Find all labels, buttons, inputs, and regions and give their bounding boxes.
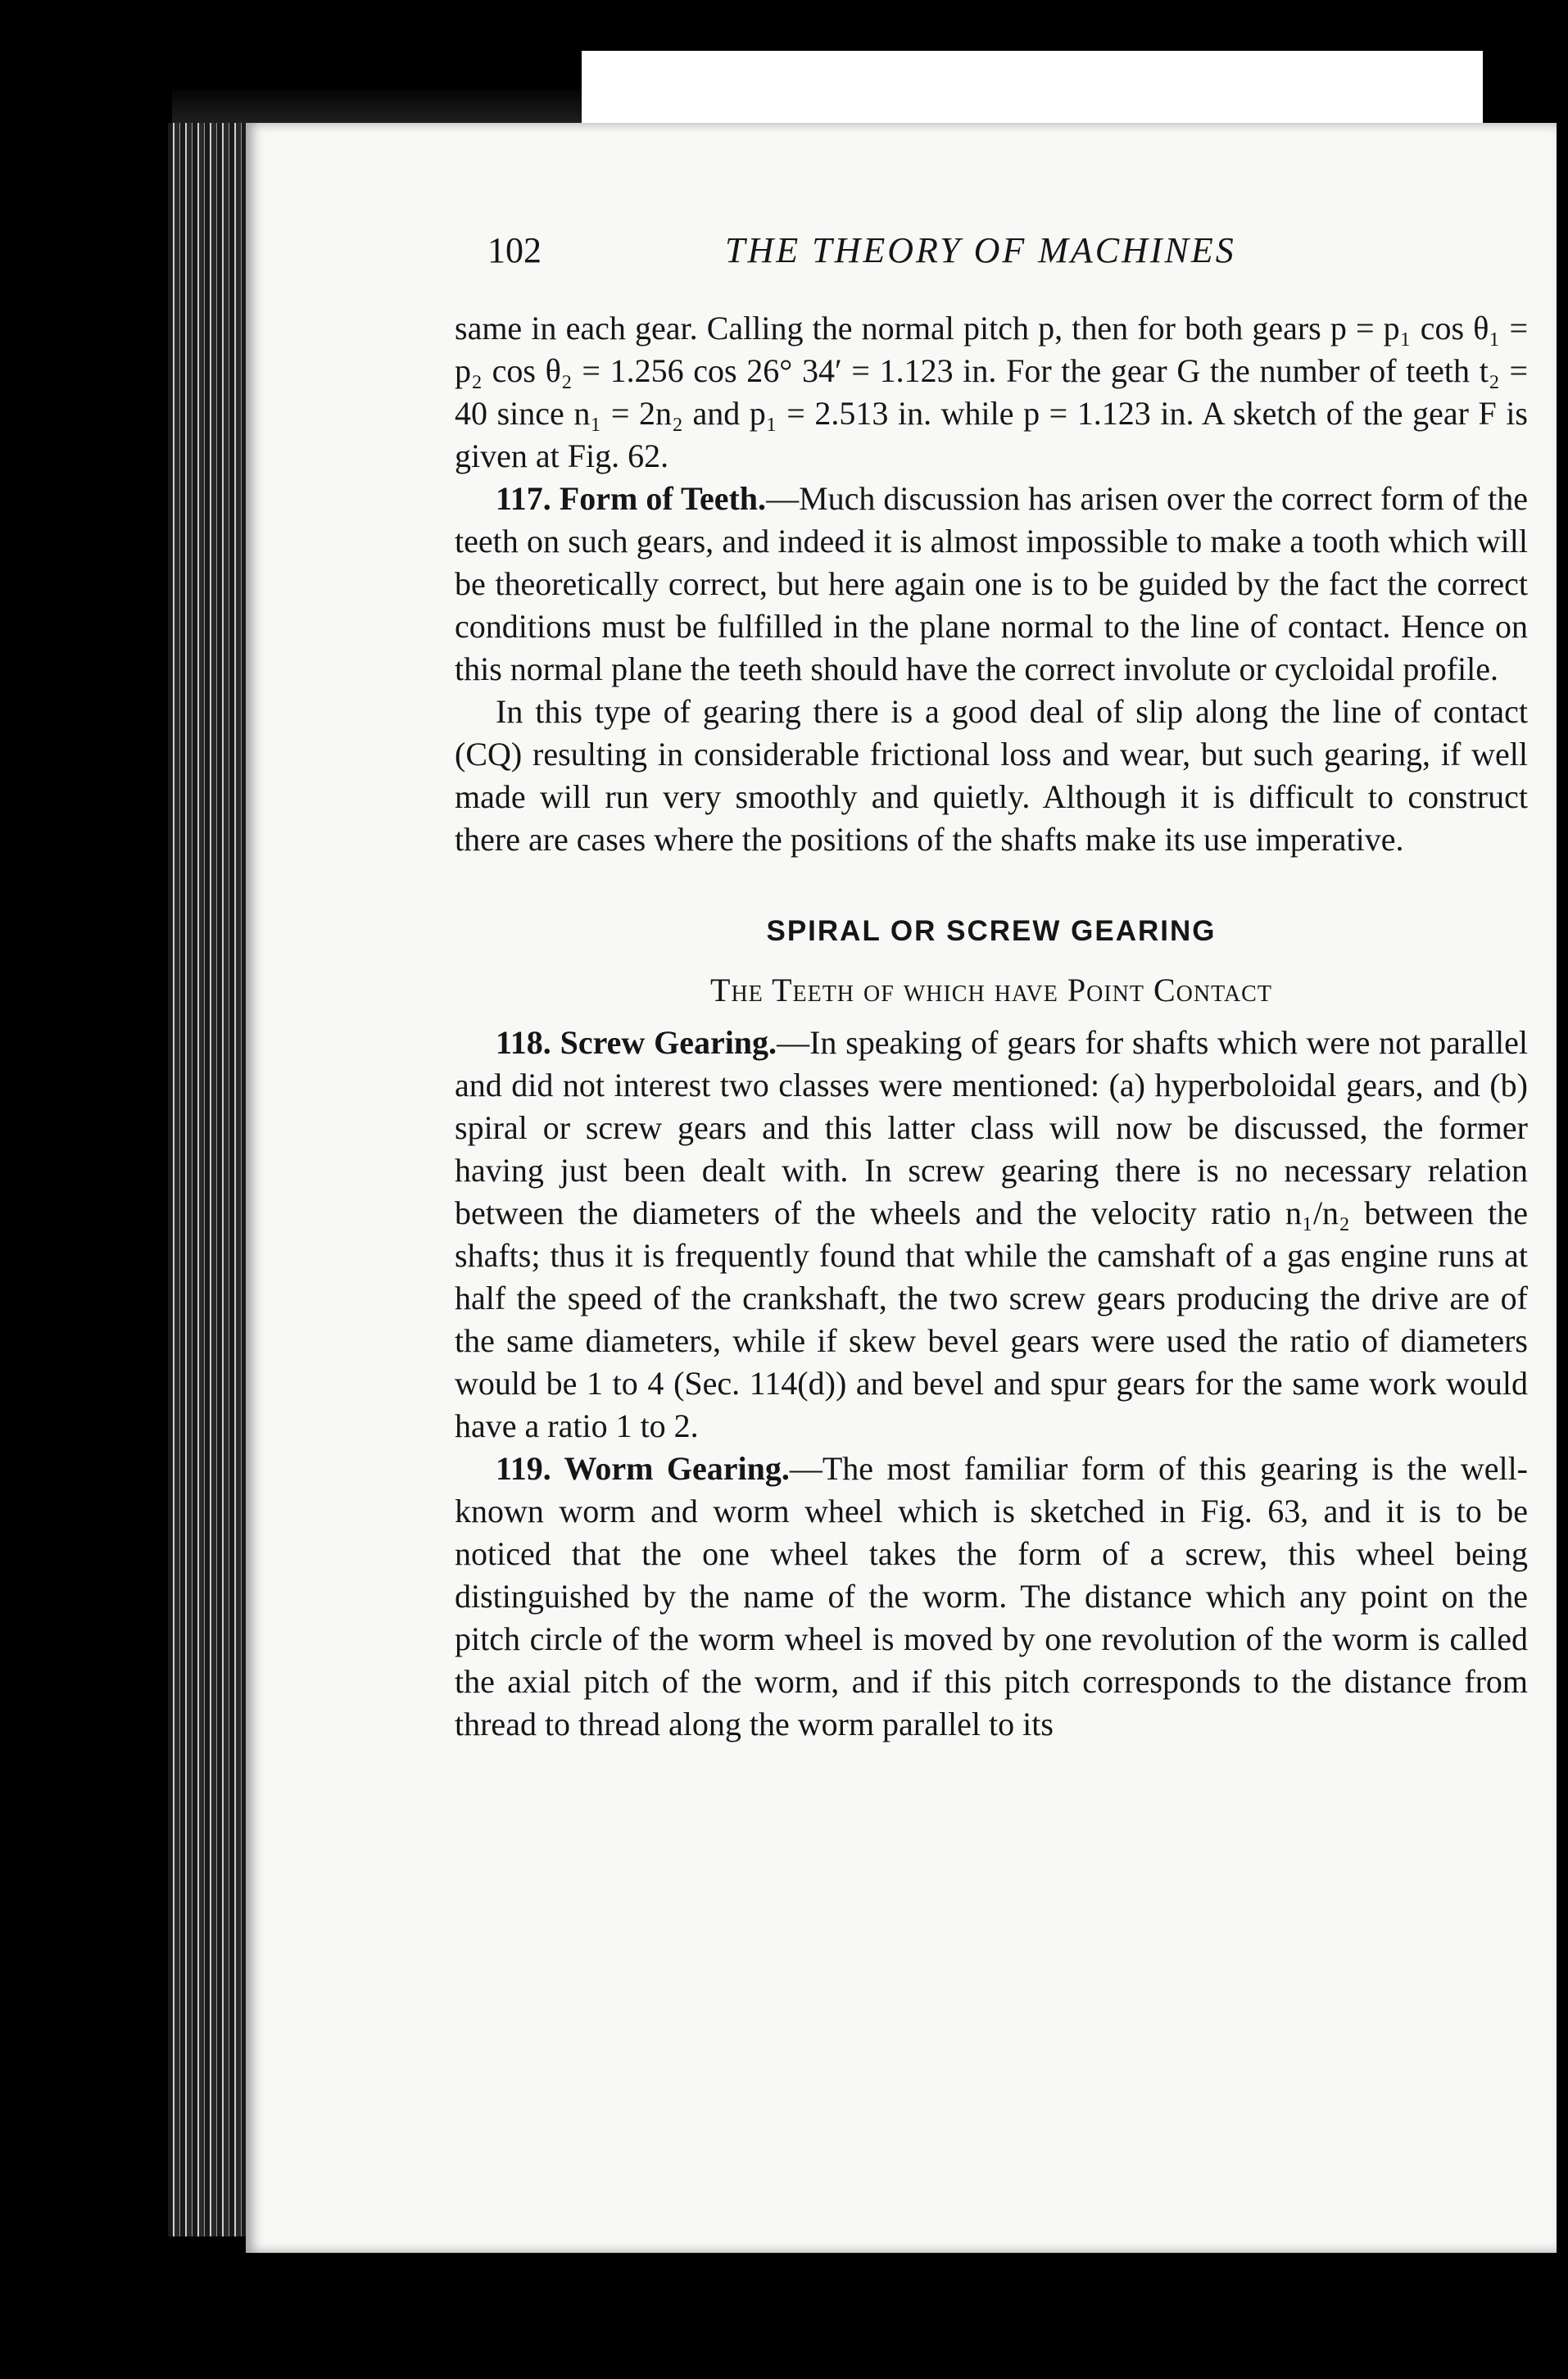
paragraph-slip: In this type of gearing there is a good deal of slip along the line of contact (CQ) resulting in considerable frictional loss and wear, but such gearing, if well made will run very smoothly and quietly. Although it is difficult to construct there are cases where the positions of the shafts make its use imperative. bbox=[455, 693, 1528, 858]
section-117-heading: 117. Form of Teeth. bbox=[496, 480, 767, 517]
section-117-text: —Much discussion has arisen over the correct form of the teeth on such gears, and indeed it is almost impossible to make a tooth which will be theoretically correct, but here again one is to be guided by the fact the correct conditions must be fulfilled in the plane normal to the line of contact. Hence on this normal plane the teeth should have the correct involute or cycloidal profile. bbox=[455, 480, 1528, 687]
section-117 bbox=[455, 478, 1528, 691]
running-head bbox=[487, 229, 1552, 295]
section-title: SPIRAL OR SCREW GEARING bbox=[766, 915, 1217, 947]
section-118 bbox=[455, 1022, 1528, 1448]
section-119-heading: 119. Worm Gearing. bbox=[496, 1450, 790, 1487]
running-title: THE THEORY OF MACHINES bbox=[725, 230, 1236, 270]
section-119 bbox=[455, 1448, 1528, 1746]
paragraph-continued: same in each gear. Calling the normal pitch p, then for both gears p = p₁ cos θ₁ = p₂ cos θ₂ = 1.256 cos 26° 34′ = 1.123 in. For the gear G the number of teeth t₂ = 40 since n₁ = 2n₂ and p₁ = 2.513 in. while p = 1.123 in. A sketch of the gear F is given at Fig. 62. bbox=[455, 310, 1528, 474]
page-number: 102 bbox=[487, 230, 542, 270]
section-118-heading: 118. Screw Gearing. bbox=[496, 1024, 777, 1061]
section-118-text: —In speaking of gears for shafts which were not parallel and did not interest two classes were mentioned: (a) hyperboloidal gears, and (b) spiral or screw gears and this latter class will now be discussed, the former having just been dealt with. In screw gearing there is no necessary relation between the diameters of the wheels and the velocity ratio n₁/n₂ between the shafts; thus it is frequently found that while the camshaft of a gas engine runs at half the speed of the crankshaft, the two screw gears producing the drive are of the same diameters, while if skew bevel gears were used the ratio of diameters would be 1 to 4 (Sec. 114(d)) and bevel and spur gears for the same work would have a ratio 1 to 2. bbox=[455, 1024, 1528, 1444]
paper-strip bbox=[582, 51, 1483, 123]
page-text bbox=[455, 307, 1528, 1746]
book-page bbox=[246, 123, 1557, 2253]
section-119-text: —The most familiar form of this gearing is the well-known worm and worm wheel which is sketched in Fig. 63, and it is to be noticed that the one wheel takes the form of a screw, this wheel being distinguished by the name of the worm. The distance which any point on the pitch circle of the worm wheel is moved by one revolution of the worm is called the axial pitch of the worm, and if this pitch corresponds to the distance from thread to thread along the worm parallel to its bbox=[455, 1450, 1529, 1742]
subsection-title: The Teeth of which have Point Contact bbox=[710, 972, 1272, 1008]
